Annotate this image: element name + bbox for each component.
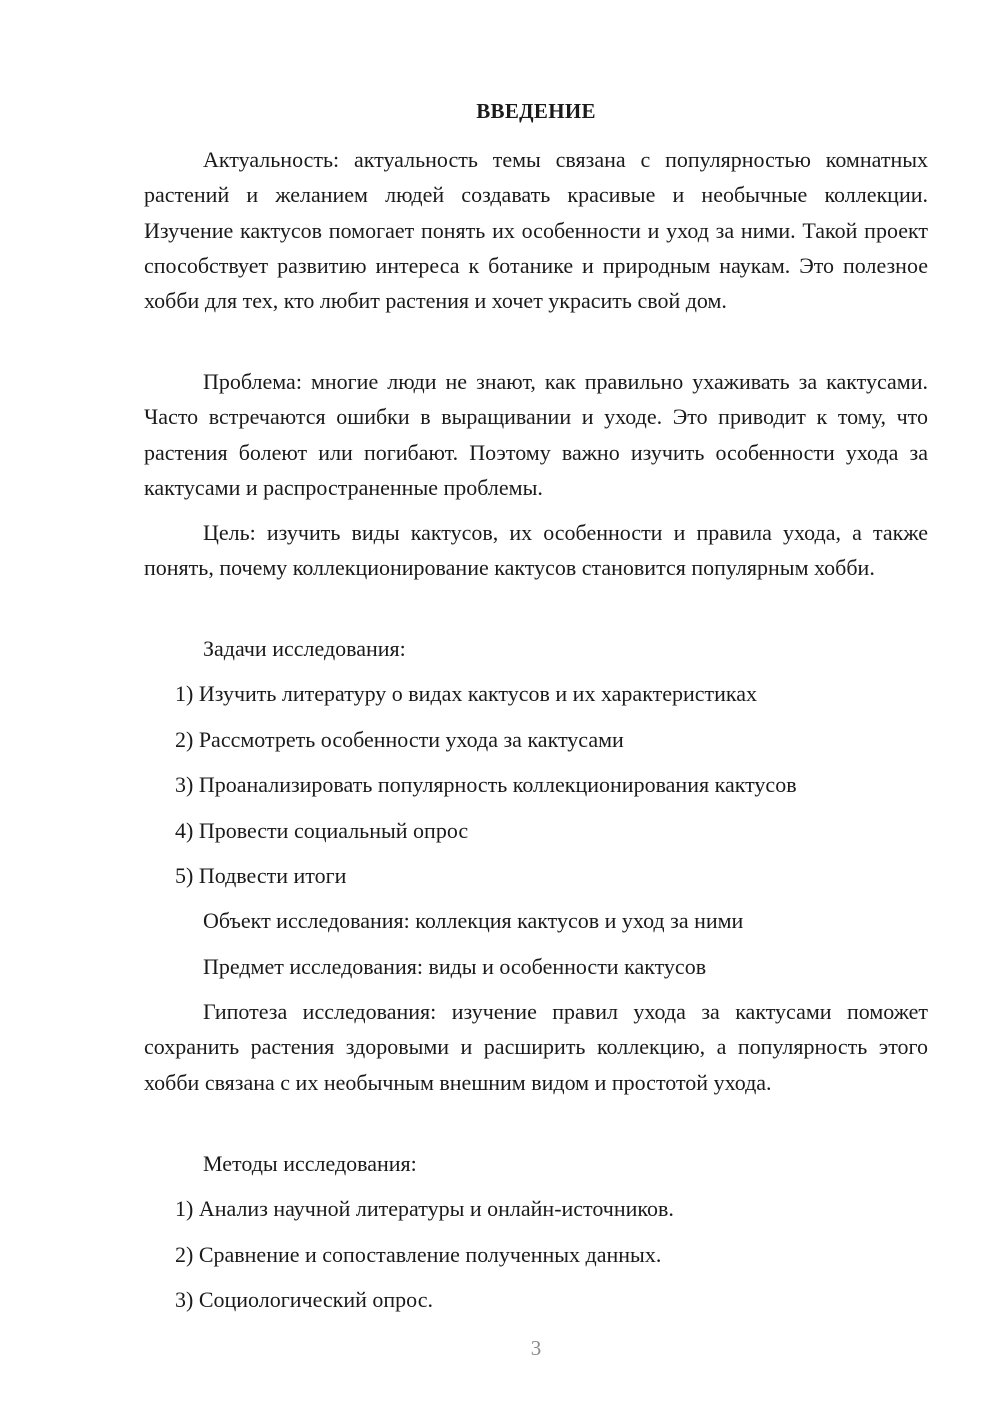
method-item: 1) Анализ научной литературы и онлайн-источников. xyxy=(175,1196,674,1221)
problem-paragraph: Проблема: многие люди не знают, как правильно ухаживать за кактусами. Часто встречаются ошибки в выращивании и уходе. Это приводит к тому, что растения болеют или погибают. Поэтому важно изучить особенности ухода за кактусами и распространенные проблемы. xyxy=(144,369,928,500)
page-title: ВВЕДЕНИЕ xyxy=(476,99,596,123)
task-item: 2) Рассмотреть особенности ухода за кактусами xyxy=(175,727,624,752)
relevance-paragraph: Актуальность: актуальность темы связана с популярностью комнатных растений и желанием людей создавать красивые и необычные коллекции. Изучение кактусов помогает понять их особенности и уход за ними. Такой проект способствует развитию интереса к ботанике и природным наукам. Это полезное хобби для тех, кто любит растения и хочет украсить свой дом. xyxy=(144,147,928,314)
goal-paragraph: Цель: изучить виды кактусов, их особенности и правила ухода, а также понять, почему коллекционирование кактусов становится популярным хобби. xyxy=(144,520,928,581)
method-item: 3) Социологический опрос. xyxy=(175,1287,433,1312)
task-item: 5) Подвести итоги xyxy=(175,863,347,888)
document-page xyxy=(144,0,928,1414)
task-item: 4) Провести социальный опрос xyxy=(175,818,469,843)
task-item: 1) Изучить литературу о видах кактусов и их характеристиках xyxy=(175,681,758,706)
research-subject: Предмет исследования: виды и особенности кактусов xyxy=(203,954,707,979)
methods-heading: Методы исследования: xyxy=(203,1151,417,1176)
research-object: Объект исследования: коллекция кактусов и уход за ними xyxy=(203,908,744,933)
tasks-heading: Задачи исследования: xyxy=(203,636,406,661)
task-item: 3) Проанализировать популярность коллекционирования кактусов xyxy=(175,772,797,797)
method-item: 2) Сравнение и сопоставление полученных данных. xyxy=(175,1242,662,1267)
page-number: 3 xyxy=(530,1336,542,1360)
hypothesis-paragraph: Гипотеза исследования: изучение правил ухода за кактусами поможет сохранить растения здоровыми и расширить коллекцию, а популярность этого хобби связана с их необычным внешним видом и простотой ухода. xyxy=(144,999,928,1095)
